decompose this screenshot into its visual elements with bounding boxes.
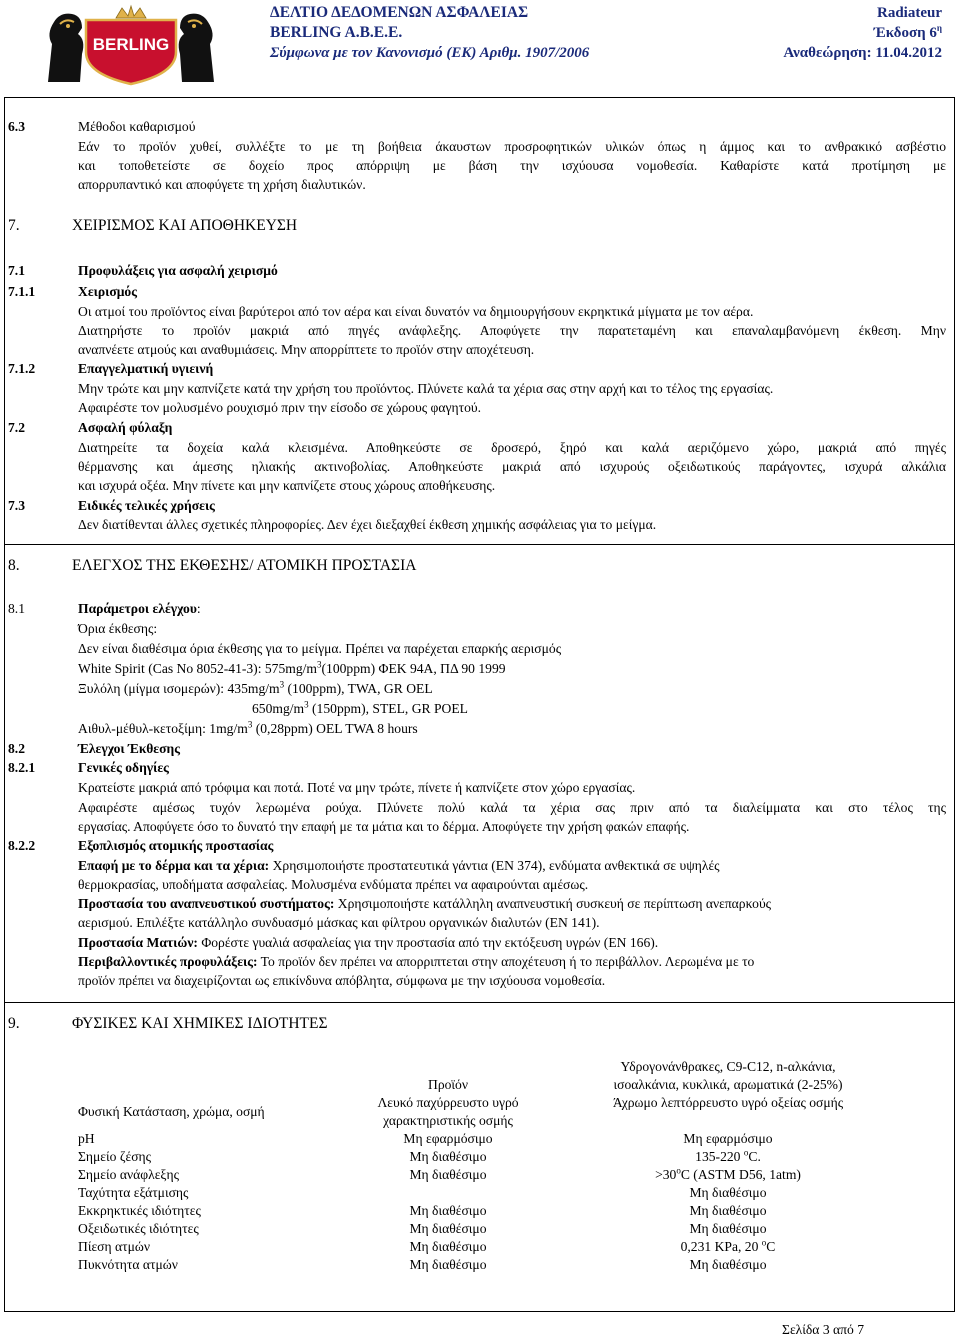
cell-value: Μη διαθέσιμο (689, 1221, 767, 1236)
cell-value: Μη διαθέσιμο (409, 1167, 487, 1182)
logo-text: BERLING (92, 35, 170, 54)
text-line: Μην τρώτε και μην καπνίζετε κατά την χρήση του προϊόντος. Πλύνετε καλά τα χέρια σας στην αρχή και το τέλος της εργασίας. (78, 381, 774, 396)
row-label: Πίεση ατμών (78, 1239, 150, 1254)
section-title: Παράμετροι ελέγχου: (78, 601, 201, 616)
section-divider (4, 1002, 955, 1003)
section-title: Ειδικές τελικές χρήσεις (78, 498, 215, 513)
environmental-precautions: Περιβαλλοντικές προφυλάξεις: Το προϊόν δεν πρέπει να απορριπτεται στην αποχέτευση ή το περιβάλλον. Λερωμένα με το (78, 954, 755, 969)
section-heading: 7. ΧΕΙΡΙΣΜΟΣ ΚΑΙ ΑΠΟΘΗΚΕΥΣΗ (8, 217, 298, 234)
text-line: Οι ατμοί του προϊόντος είναι βαρύτεροι από τον αέρα και είναι δυνατόν να δημιουργήσουν εκρηκτικά μίγματα με τον αέρα. (78, 304, 754, 319)
text-line: Διατηρείτε τα δοχεία καλά κλεισμένα. Αποθηκεύστε σε δροσερό, ξηρό και καλά αεριζόμενο χώρο, μακριά από πηγές (78, 440, 946, 455)
respiratory-protection: Προστασία του αναπνευστικού συστήματος: Χρησιμοποιήστε κατάλληλη αναπνευστική συσκευή σε περίπτωση ανεπαρκούς (78, 896, 772, 911)
page-header (0, 0, 960, 92)
row-label: pH (78, 1131, 95, 1146)
section-title: Γενικές οδηγίες (78, 760, 169, 775)
table-row (78, 1166, 878, 1184)
cell-value: Μη διαθέσιμο (409, 1149, 487, 1164)
cell-value: Άχρωμο λεπτόρρευστο υγρό οξείας οσμής (612, 1095, 844, 1110)
exposure-limit-mek: Αιθυλ-μέθυλ-κετοξίμη: $1mg/m^3$ (0,28ppm) OEL TWA 8 hours (78, 719, 418, 736)
text-line: απορρυπαντικό και αποφύγετε τη χρήση διαλυτικών. (78, 177, 366, 192)
row-label: Πυκνότητα ατμών (78, 1257, 178, 1272)
limits-label: Όρια έκθεσης: (78, 621, 158, 636)
text-line: Διατηρήστε το προϊόν μακριά από πηγές ανάφλεξης. Αποφύγετε την παρατεταμένη και επαναλαμβανόμενη έκθεση. Μην (78, 323, 946, 338)
cell-value: Μη εφαρμόσιμο (403, 1131, 493, 1146)
cell-value: Μη διαθέσιμο (409, 1257, 487, 1272)
cell-value (318, 1184, 578, 1202)
table-row (78, 1220, 878, 1238)
row-label: Σημείο ανάφλεξης (78, 1167, 179, 1182)
section-title: Χειρισμός (78, 284, 137, 299)
section-title: Προφυλάξεις για ασφαλή χειρισμό (78, 263, 278, 278)
section-number: 8.2 (8, 741, 25, 756)
table-row (78, 1202, 878, 1220)
section-heading: 8. ΕΛΕΓΧΟΣ ΤΗΣ ΕΚΘΕΣΗΣ/ ΑΤΟΜΙΚΗ ΠΡΟΣΤΑΣΙΑ (8, 557, 417, 574)
text-line: Δεν είναι διαθέσιμα όρια έκθεσης για το μείγμα. Πρέπει να παρέχεται επαρκής αερισμός (78, 641, 562, 656)
section-number: 7.1.1 (8, 284, 36, 299)
cell-value: 0,231 KPa, 20 $^o$C (680, 1237, 776, 1254)
column-header-hydrocarbons: Υδρογονάνθρακες, C9-C12, n-αλκάνια, ισοαλκάνια, κυκλικά, αρωματικά (2-25%) (613, 1059, 843, 1092)
cell-value: Μη διαθέσιμο (409, 1221, 487, 1236)
table-header-row (78, 1058, 878, 1094)
cell-value: Μη διαθέσιμο (689, 1185, 767, 1200)
text-line: προϊόν πρέπει να διαχειρίζονται ως επικίνδυνα απόβλητα, σύμφωνα με την ισχύουσα νομοθεσία. (78, 973, 606, 988)
section-number: 7.3 (8, 498, 25, 513)
lion-right-icon (179, 14, 214, 82)
row-label: Οξειδωτικές ιδιότητες (78, 1221, 199, 1236)
section-title: Εξοπλισμός ατομικής προστασίας (78, 838, 274, 853)
header-center (270, 3, 690, 63)
cell-value: Μη εφαρμόσιμο (683, 1131, 773, 1146)
text-line: Κρατείστε μακριά από τρόφιμα και ποτά. Ποτέ να μην τρώτε, πίνετε ή καπνίζετε στον χώρο εργασίας. (78, 780, 636, 795)
cell-value: $>30^oC$ (ASTM D56, 1atm) (655, 1165, 801, 1182)
edition: Έκδοση $6^\eta$ (873, 23, 942, 41)
table-row (78, 1094, 878, 1130)
section-number: 6.3 (8, 119, 25, 134)
cell-value: Μη διαθέσιμο (689, 1203, 767, 1218)
row-label: Ταχύτητα εξάτμισης (78, 1185, 189, 1200)
properties-table (78, 1058, 878, 1274)
table-row (78, 1130, 878, 1148)
row-label: Φυσική Κατάσταση, χρώμα, οσμή (78, 1104, 265, 1119)
revision-date: Αναθεώρηση: 11.04.2012 (783, 45, 942, 61)
table-row (78, 1238, 878, 1256)
cell-value: Μη διαθέσιμο (689, 1257, 767, 1272)
text-line: Εάν το προϊόν χυθεί, συλλέξτε το με τη βοήθεια άκαυστων προσροφητικών υλικών όπως η άμμος και το ανθρακικό ασβέστιο (78, 139, 946, 154)
skin-protection: Επαφή με το δέρμα και τα χέρια: Χρησιμοποιήστε προστατευτικά γάντια (EN 374), ενδύματα ανθεκτικά σε υψηλές (78, 858, 720, 873)
text-line: θερμοκρασίας, υποδήματα ασφαλείας. Μολυσμένα ενδύματα πρέπει να αφαιρούνται αμέσως. (78, 877, 589, 892)
text-line: Δεν διατίθενται άλλες σχετικές πληροφορίες. Δεν έχει διεξαχθεί έκθεση χημικής ασφάλειας για το μείγμα. (78, 517, 657, 532)
text-line: εργασίας. Αποφύγετε όσο το δυνατό την επαφή με τα μάτια και το δέρμα. Αποφύγετε την χρήση φακών επαφής. (78, 819, 690, 834)
section-number: 8.2.1 (8, 760, 36, 775)
section-number: 7.1.2 (8, 361, 36, 376)
doc-title: ΔΕΛΤΙΟ ΔΕΔΟΜΕΝΩΝ ΑΣΦΑΛΕΙΑΣ (270, 4, 529, 21)
berling-logo (38, 4, 224, 86)
text-line: αερισμού. Επιλέξτε κατάλληλο συνδυασμό μάσκας και φίλτρου οργανικών διαλυτών (EN 141). (78, 915, 600, 930)
section-title: Ασφαλή φύλαξη (78, 420, 173, 435)
row-label: Σημείο ζέσης (78, 1149, 152, 1164)
section-title: Επαγγελματική υγιεινή (78, 361, 214, 376)
text-line: θέρμανσης και άμεσης ηλιακής ακτινοβολίας. Αποθηκεύστε μακριά από ισχυρούς οξειδωτικούς παράγοντες, ισχυρά αλκάλια (78, 459, 946, 474)
cell-value: Μη διαθέσιμο (409, 1239, 487, 1254)
crown-icon (116, 6, 146, 18)
text-line: και τοποθετείστε σε δοχείο προς απόρριψη με βάση την ισχύουσα νομοθεσία. Καθαρίστε κατά προτίμηση με (78, 158, 946, 173)
section-number: 8.2.2 (8, 838, 36, 853)
section-heading: 9. ΦΥΣΙΚΕΣ ΚΑΙ ΧΗΜΙΚΕΣ ΙΔΙΟΤΗΤΕΣ (8, 1015, 328, 1032)
section-divider (4, 544, 955, 545)
column-header-product: Προϊόν (428, 1077, 468, 1092)
eye-protection: Προστασία Ματιών: Φορέστε γυαλιά ασφαλείας για την προστασία από την εκτόξευση υγρών (EN 166). (78, 935, 659, 950)
table-row (78, 1256, 878, 1274)
cell-value: 135-220 $^o$C. (695, 1147, 761, 1164)
exposure-limit-white-spirit: White Spirit (Cas No 8052-41-3): $575mg/m^3(100ppm)$ ΦΕΚ 94Α, ΠΔ 90 1999 (78, 659, 506, 676)
cell-value: Λευκό παχύρρευστο υγρό χαρακτηριστικής οσμής (377, 1095, 519, 1128)
company-name: BERLING A.B.E.E. (270, 24, 403, 41)
text-line: Αφαιρέστε τον μολυσμένο ρουχισμό πριν την είσοδο σε χώρους φαγητού. (78, 400, 482, 415)
text-line: και ισχυρά οξέα. Μην πίνετε και μην καπνίζετε στους χώρους αποθήκευσης. (78, 478, 496, 493)
lion-left-icon (48, 14, 83, 82)
row-label: Εκκρηκτικές ιδιότητες (78, 1203, 201, 1218)
section-title: Μέθοδοι καθαρισμού (78, 119, 196, 134)
section-number: 7.2 (8, 420, 25, 435)
regulation: Σύμφωνα με τον Κανονισμό (ΕΚ) Αριθμ. 1907/2006 (270, 45, 590, 61)
page-number: Σελίδα 3 από 7 (782, 1322, 864, 1337)
section-title: Έλεγχοι Έκθεσης (78, 741, 180, 756)
product-name: Radiateur (877, 5, 942, 21)
section-number: 8.1 (8, 601, 25, 616)
text-line: Αφαιρέστε αμέσως τυχόν λερωμένα ρούχα. Πλύνετε πολύ καλά τα χέρια σας πριν από τα διαλείμματα και στο τέλος της (78, 800, 946, 815)
text-line: αναπνέετε ατμούς και αναθυμιάσεις. Μην απορρίπτετε το προϊόν στην αποχέτευση. (78, 342, 535, 357)
cell-value: Μη διαθέσιμο (409, 1203, 487, 1218)
exposure-limit-xylene-stel: $650mg/m^3$ (150ppm), STEL, GR POEL (252, 699, 468, 716)
table-row (78, 1184, 878, 1202)
header-right (783, 3, 942, 63)
table-row (78, 1148, 878, 1166)
section-number: 7.1 (8, 263, 25, 278)
exposure-limit-xylene: Ξυλόλη (μίγμα ισομερών): $435mg/m^3$ (100ppm), TWA, GR OEL (78, 679, 433, 696)
